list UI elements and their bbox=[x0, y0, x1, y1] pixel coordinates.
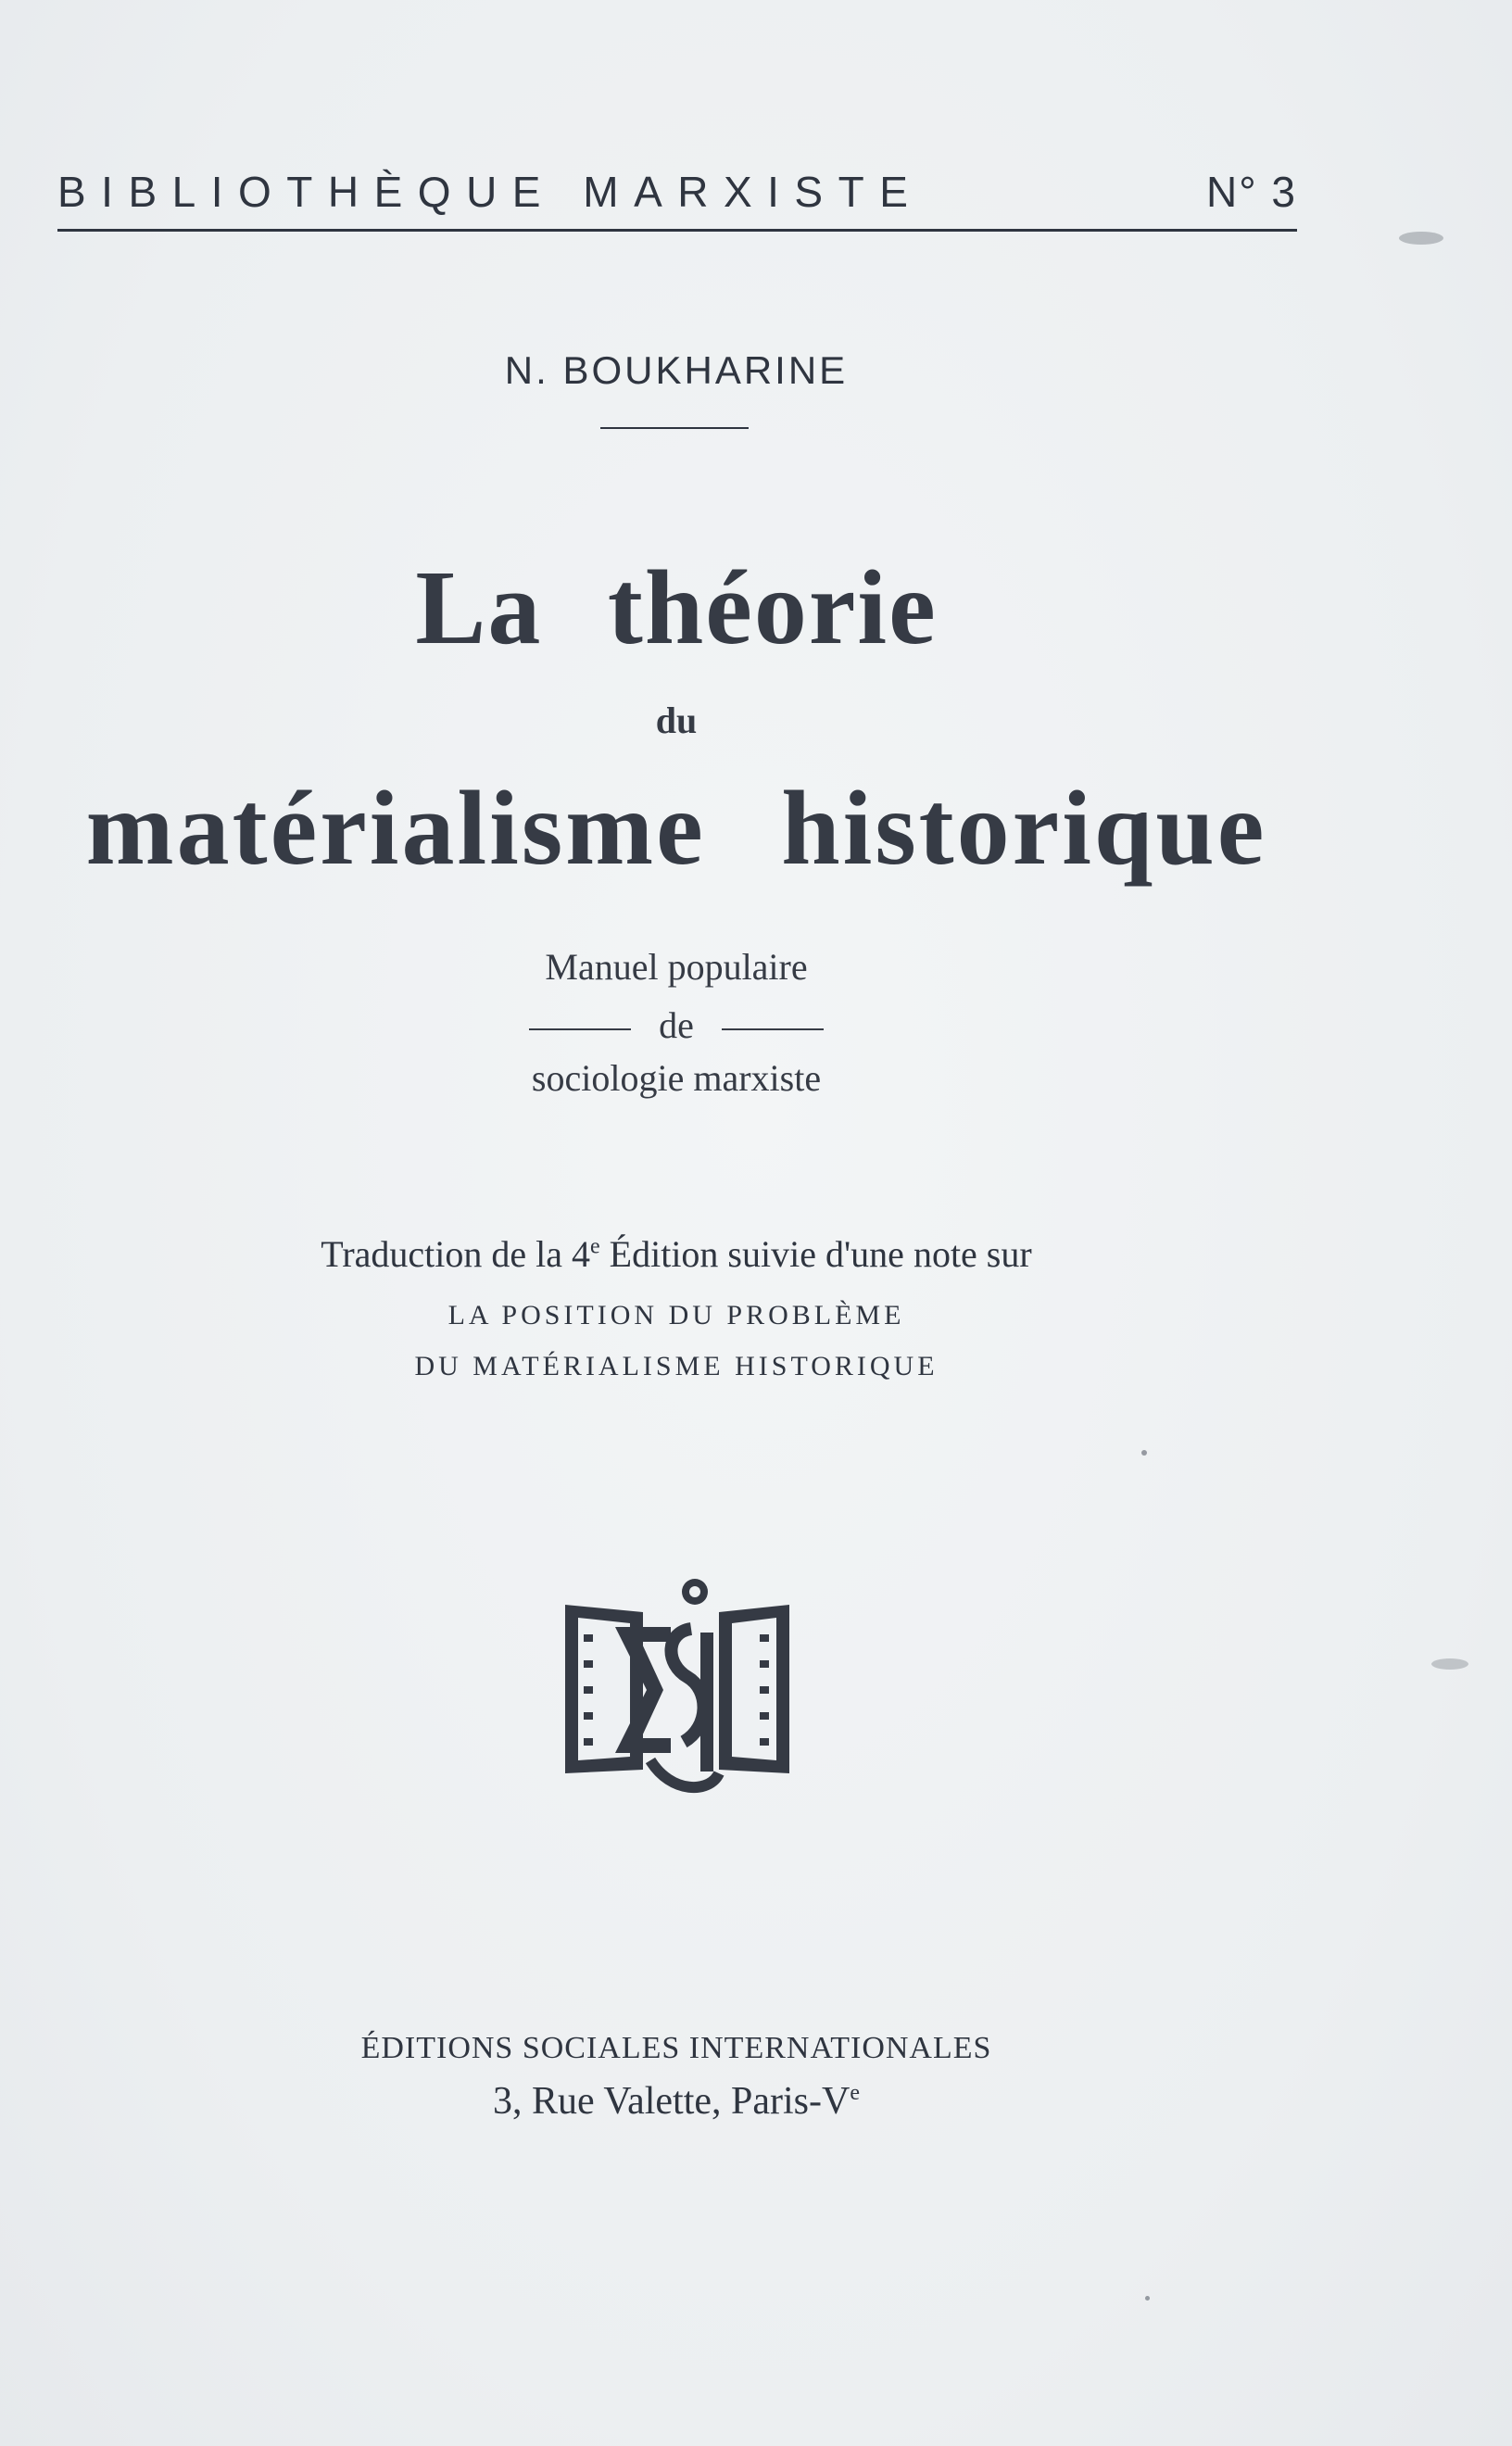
note-line-2: DU MATÉRIALISME HISTORIQUE bbox=[414, 1351, 939, 1381]
publisher-name: ÉDITIONS SOCIALES INTERNATIONALES bbox=[360, 2031, 992, 2065]
subtitle-line-3: sociologie marxiste bbox=[531, 1057, 822, 1099]
note-line-1: LA POSITION DU PROBLÈME bbox=[447, 1300, 905, 1330]
title-line-2: matérialisme historique bbox=[85, 769, 1267, 887]
publisher-address bbox=[0, 2079, 1353, 2124]
series-title: BIBLIOTHÈQUE MARXISTE bbox=[57, 168, 924, 216]
translation-line bbox=[0, 1232, 1353, 1276]
subtitle-de: de bbox=[659, 1004, 694, 1046]
address-text: 3, Rue Valette, Paris-V bbox=[493, 2080, 850, 2123]
translation-text-before: Traduction de la 4 bbox=[321, 1233, 590, 1275]
series-number: N° 3 bbox=[1206, 168, 1297, 216]
dash-right bbox=[722, 1028, 824, 1030]
paper-speck bbox=[1431, 1658, 1468, 1670]
paper-speck bbox=[1145, 2296, 1150, 2301]
series-header bbox=[57, 167, 1297, 217]
dash-left bbox=[529, 1028, 631, 1030]
subtitle-line-1: Manuel populaire bbox=[545, 946, 808, 988]
address-superscript: e bbox=[850, 2081, 860, 2105]
author-name: N. BOUKHARINE bbox=[504, 348, 849, 392]
publisher-emblem-icon bbox=[561, 1575, 793, 1797]
translation-text-after: Édition suivie d'une note sur bbox=[599, 1233, 1032, 1275]
title-connector: du bbox=[655, 700, 698, 741]
author-rule bbox=[600, 427, 749, 429]
subtitle-line-2 bbox=[0, 1003, 1353, 1047]
paper-speck bbox=[1399, 232, 1443, 245]
translation-superscript: e bbox=[590, 1234, 600, 1259]
paper-speck bbox=[1141, 1450, 1147, 1456]
title-line-1: La théorie bbox=[415, 548, 938, 666]
header-rule bbox=[57, 229, 1297, 232]
